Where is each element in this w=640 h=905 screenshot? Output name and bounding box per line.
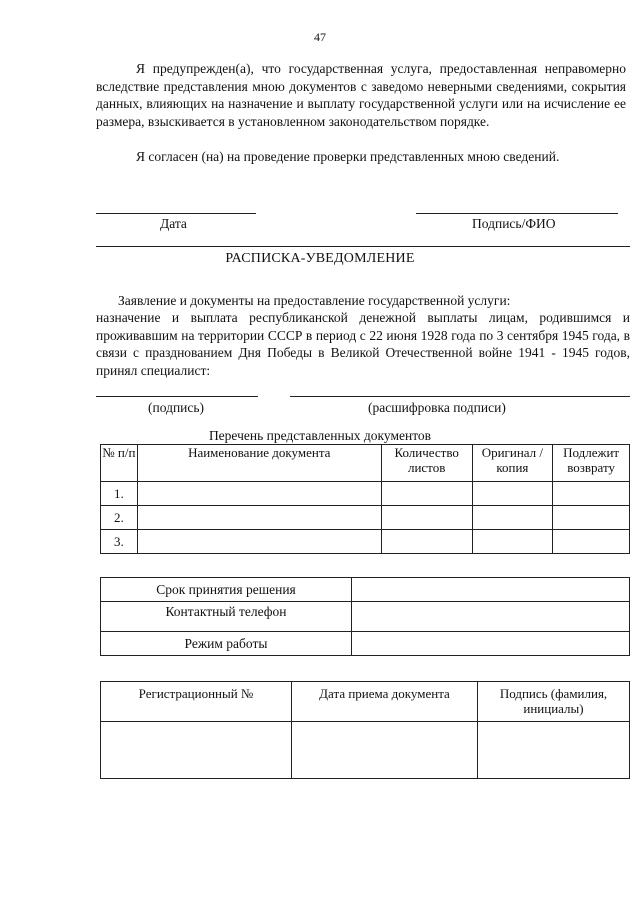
receipt-intro: Заявление и документы на предоставление государственной услуги: bbox=[118, 293, 511, 308]
work-hours-value[interactable] bbox=[352, 632, 630, 656]
documents-table-caption: Перечень представленных документов bbox=[208, 428, 432, 443]
document-name-cell[interactable] bbox=[137, 530, 381, 554]
row-number: 2. bbox=[101, 506, 138, 530]
decision-term-value[interactable] bbox=[352, 578, 630, 602]
original-copy-cell[interactable] bbox=[472, 506, 553, 530]
date-line bbox=[96, 213, 256, 214]
registration-table bbox=[100, 681, 630, 779]
return-cell[interactable] bbox=[553, 506, 630, 530]
decision-term-label: Срок принятия решения bbox=[101, 578, 352, 602]
page-number: 47 bbox=[314, 30, 326, 44]
row-number: 1. bbox=[101, 482, 138, 506]
return-cell[interactable] bbox=[553, 482, 630, 506]
receipt-date-cell[interactable] bbox=[292, 722, 478, 779]
signature-line bbox=[416, 213, 618, 214]
table-row bbox=[101, 506, 630, 530]
original-copy-cell[interactable] bbox=[472, 530, 553, 554]
row-number: 3. bbox=[101, 530, 138, 554]
specialist-signature-label: (подпись) bbox=[148, 400, 205, 415]
info-table bbox=[100, 577, 630, 656]
document-name-cell[interactable] bbox=[137, 482, 381, 506]
original-copy-cell[interactable] bbox=[472, 482, 553, 506]
specialist-decryption-line bbox=[290, 396, 630, 397]
signature-cell[interactable] bbox=[478, 722, 630, 779]
contact-phone-label: Контактный телефон bbox=[101, 602, 352, 632]
sheet-count-cell[interactable] bbox=[381, 530, 472, 554]
reg-number-header: Регистрационный № bbox=[101, 682, 292, 722]
consent-paragraph: Я согласен (на) на проведение проверки представленных мною сведений. bbox=[136, 149, 560, 164]
table-row bbox=[101, 530, 630, 554]
specialist-decryption-label: (расшифровка подписи) bbox=[368, 400, 506, 415]
contact-phone-value[interactable] bbox=[352, 602, 630, 632]
col-num-header: № п/п bbox=[101, 445, 138, 482]
col-original-header: Оригинал /копия bbox=[472, 445, 553, 482]
table-row bbox=[101, 482, 630, 506]
return-cell[interactable] bbox=[553, 530, 630, 554]
reg-number-cell[interactable] bbox=[101, 722, 292, 779]
date-label: Дата bbox=[160, 216, 187, 231]
signature-fio-label: Подпись/ФИО bbox=[472, 216, 556, 231]
receipt-body: назначение и выплата республиканской денежной выплаты лицам, родившимся и проживавшим на территории СССР в период с 22 июня 1928 года по 3 сентября 1945 года, в связи с празднованием Дня Победы в Великой Отечественной войне 1941 - 1945 годов, принял специалист: bbox=[96, 310, 630, 378]
documents-table bbox=[100, 444, 630, 554]
warning-paragraph: Я предупрежден(а), что государственная услуга, предоставленная неправомерно вследствие представления мною документов с заведомо неверными сведениями, сокрытия данных, влияющих на назначение и выплату государственной услуги или на исчисление ее размера, взыскивается в установленном законодательством порядке. bbox=[96, 61, 626, 129]
document-name-cell[interactable] bbox=[137, 506, 381, 530]
receipt-title: РАСПИСКА-УВЕДОМЛЕНИЕ bbox=[225, 251, 415, 266]
col-count-header: Количество листов bbox=[381, 445, 472, 482]
signature-header: Подпись (фамилия, инициалы) bbox=[478, 682, 630, 722]
col-return-header: Подлежит возврату bbox=[553, 445, 630, 482]
col-name-header: Наименование документа bbox=[137, 445, 381, 482]
sheet-count-cell[interactable] bbox=[381, 506, 472, 530]
specialist-signature-line bbox=[96, 396, 258, 397]
receipt-date-header: Дата приема документа bbox=[292, 682, 478, 722]
work-hours-label: Режим работы bbox=[101, 632, 352, 656]
sheet-count-cell[interactable] bbox=[381, 482, 472, 506]
section-divider bbox=[96, 246, 630, 247]
